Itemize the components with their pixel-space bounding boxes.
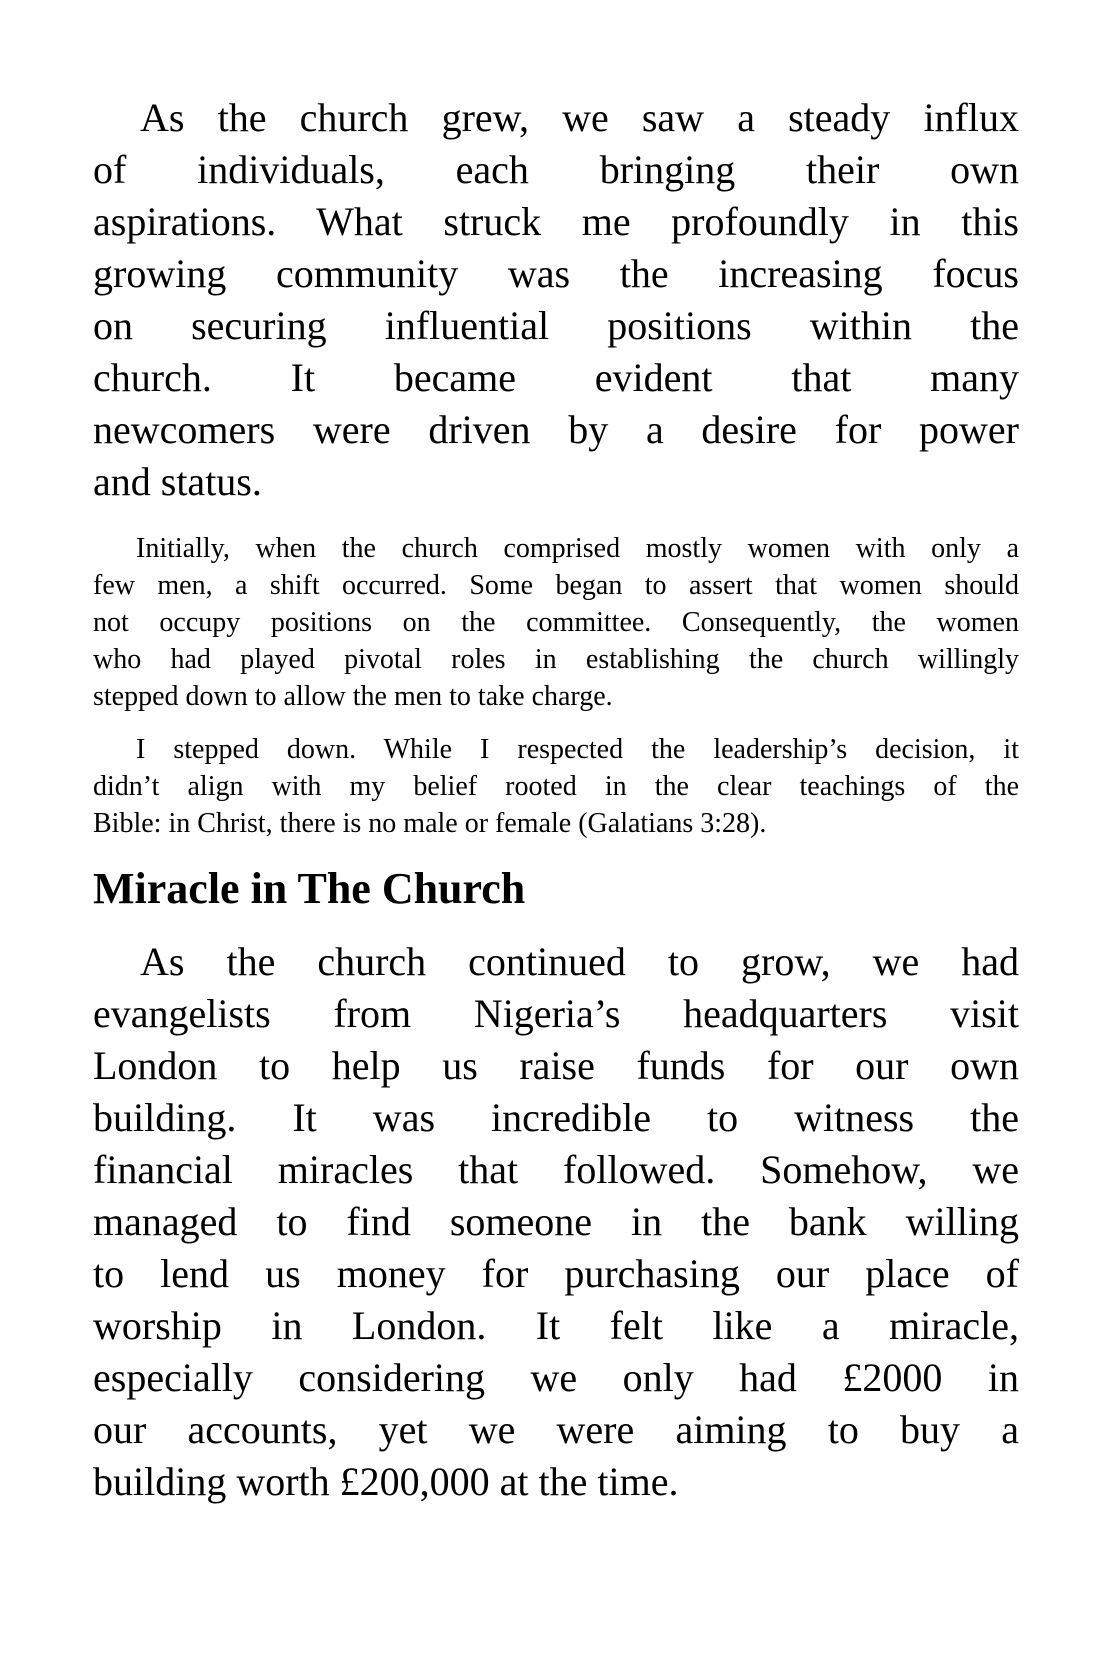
- text-line: Initially, when the church comprised mostly women with only a: [136, 533, 1019, 564]
- text-line: especially considering we only had £2000 in: [93, 1355, 1019, 1400]
- text-line: stepped down to allow the men to take charge.: [93, 681, 613, 712]
- text-line: Bible: in Christ, there is no male or female (Galatians 3:28).: [93, 808, 767, 839]
- text-line: managed to find someone in the bank willing: [93, 1199, 1019, 1244]
- text-line: newcomers were driven by a desire for power: [93, 407, 1019, 452]
- text-line: As the church continued to grow, we had: [140, 939, 1019, 984]
- text-line: who had played pivotal roles in establishing the church willingly: [93, 644, 1019, 675]
- text-line: our accounts, yet we were aiming to buy a: [93, 1407, 1019, 1452]
- paragraph-stepped-down: [93, 731, 1019, 842]
- text-line: on securing influential positions within the: [93, 303, 1019, 348]
- text-line: building. It was incredible to witness the: [93, 1095, 1019, 1140]
- text-line: building worth £200,000 at the time.: [93, 1459, 679, 1504]
- section-heading: Miracle in The Church: [93, 864, 526, 913]
- text-line: financial miracles that followed. Somehow, we: [93, 1147, 1019, 1192]
- text-line: not occupy positions on the committee. Consequently, the women: [93, 607, 1019, 638]
- text-line: and status.: [93, 459, 262, 504]
- text-line: few men, a shift occurred. Some began to assert that women should: [93, 570, 1019, 601]
- text-line: As the church grew, we saw a steady influx: [140, 95, 1019, 140]
- text-line: church. It became evident that many: [93, 355, 1019, 400]
- text-line: aspirations. What struck me profoundly in this: [93, 199, 1019, 244]
- text-line: didn’t align with my belief rooted in the clear teachings of the: [93, 771, 1019, 802]
- paragraph-church-growth: [93, 92, 1019, 508]
- text-line: evangelists from Nigeria’s headquarters visit: [93, 991, 1019, 1036]
- text-line: to lend us money for purchasing our place of: [93, 1251, 1019, 1296]
- paragraph-miracle: [93, 936, 1019, 1508]
- text-line: London to help us raise funds for our own: [93, 1043, 1019, 1088]
- text-line: I stepped down. While I respected the leadership’s decision, it: [136, 734, 1019, 765]
- paragraph-women-committee: [93, 530, 1019, 715]
- text-line: worship in London. It felt like a miracle,: [93, 1303, 1019, 1348]
- text-line: of individuals, each bringing their own: [93, 147, 1019, 192]
- text-line: growing community was the increasing focus: [93, 251, 1019, 296]
